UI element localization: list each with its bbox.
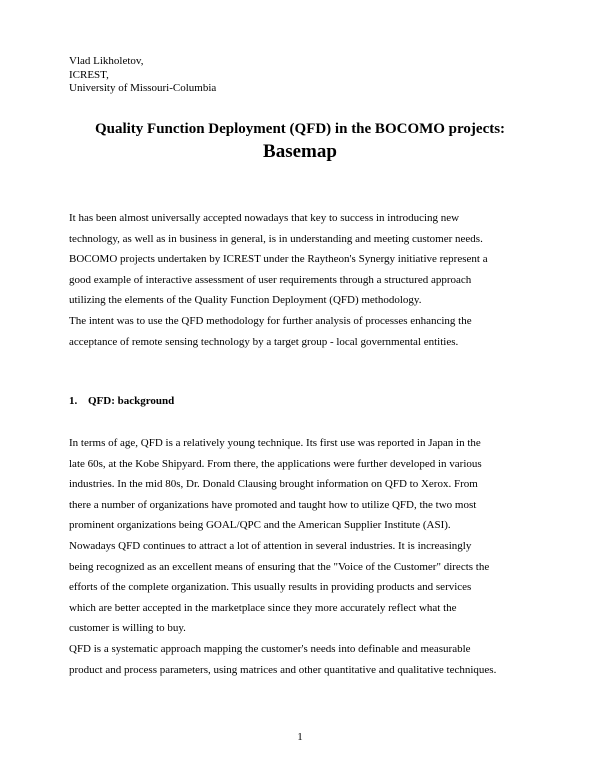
intro-paragraph [69, 208, 488, 352]
text-line: late 60s, at the Kobe Shipyard. From there, the applications were further developed in various [69, 457, 482, 470]
author-organization: ICREST, [69, 68, 109, 81]
text-line: there a number of organizations have promoted and taught how to utilize QFD, the two most [69, 498, 477, 511]
text-line: which are better accepted in the marketplace since they more accurately reflect what the [69, 601, 457, 614]
page-number: 1 [297, 731, 303, 743]
text-line: good example of interactive assessment of user requirements through a structured approach [69, 273, 472, 286]
text-line: QFD is a systematic approach mapping the customer's needs into definable and measurable [69, 642, 471, 655]
text-line: prominent organizations being GOAL/QPC and the American Supplier Institute (ASI). [69, 519, 451, 532]
author-university: University of Missouri-Columbia [69, 82, 217, 94]
document-subtitle: Basemap [263, 141, 337, 162]
text-line: Nowadays QFD continues to attract a lot of attention in several industries. It is increasingly [69, 539, 472, 552]
text-line: It has been almost universally accepted nowadays that key to success in introducing new [69, 212, 460, 224]
text-line: industries. In the mid 80s, Dr. Donald Clausing brought information on QFD to Xerox. From [69, 478, 478, 491]
document-title: Quality Function Deployment (QFD) in the BOCOMO projects: [94, 121, 506, 137]
text-line: technology, as well as in business in general, is in understanding and meeting customer needs. [69, 232, 483, 245]
author-block [69, 55, 216, 96]
section-heading [69, 395, 174, 407]
text-line: being recognized as an excellent means of ensuring that the "Voice of the Customer" directs the [69, 560, 490, 573]
text-line: utilizing the elements of the Quality Function Deployment (QFD) methodology. [69, 294, 422, 307]
text-line: customer is willing to buy. [69, 622, 186, 635]
text-line: efforts of the complete organization. This usually results in providing products and services [69, 581, 472, 594]
text-line: The intent was to use the QFD methodology for further analysis of processes enhancing the [69, 314, 472, 327]
background-paragraph [69, 433, 496, 680]
section-title: QFD: background [88, 395, 175, 407]
text-line: In terms of age, QFD is a relatively young technique. Its first use was reported in Japan in the [69, 437, 481, 449]
text-line: acceptance of remote sensing technology by a target group - local governmental entities. [69, 335, 459, 348]
text-line: product and process parameters, using matrices and other quantitative and qualitative techniques. [69, 663, 497, 676]
section-number: 1. [69, 395, 78, 407]
author-name: Vlad Likholetov, [69, 55, 144, 67]
text-line: BOCOMO projects undertaken by ICREST under the Raytheon's Synergy initiative represent a [69, 253, 488, 266]
